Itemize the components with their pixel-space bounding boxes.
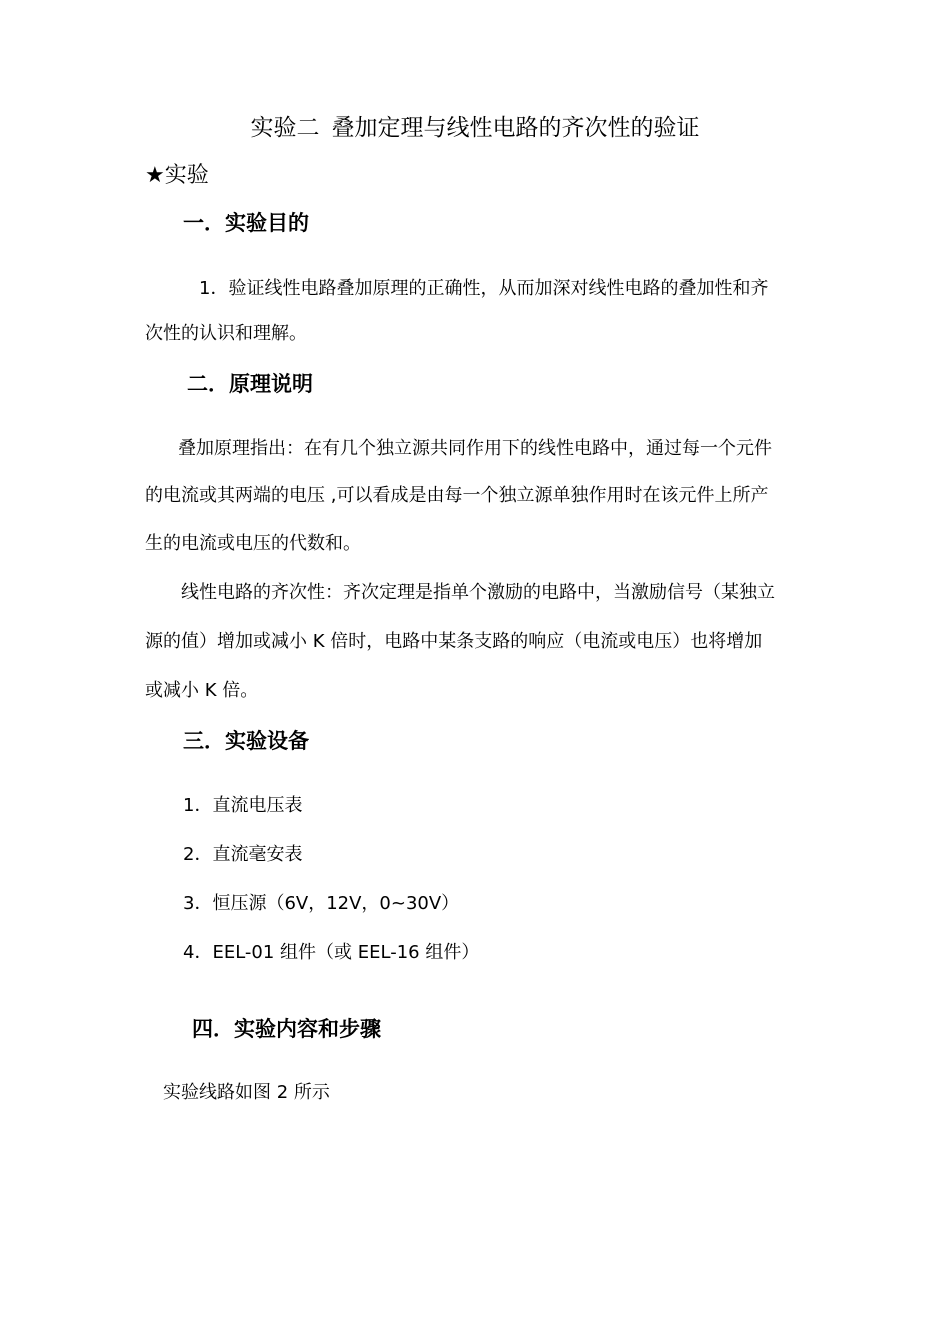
- title-main: 叠加定理与线性电路的齐次性的验证: [331, 115, 700, 141]
- paragraph-line: 生的电流或电压的代数和。: [145, 533, 361, 554]
- list-item: 2．直流毫安表: [183, 844, 303, 865]
- list-item: 1．直流电压表: [183, 795, 303, 816]
- list-item: 4．EEL-01 组件（或 EEL-16 组件）: [183, 942, 480, 963]
- paragraph-line: 1．验证线性电路叠加原理的正确性，从而加深对线性电路的叠加性和齐: [199, 278, 769, 299]
- paragraph-line: 线性电路的齐次性：齐次定理是指单个激励的电路中，当激励信号（某独立: [181, 582, 775, 603]
- list-item: 3．恒压源（6V，12V，0~30V）: [183, 893, 460, 914]
- section-heading-principle: 二．原理说明: [187, 372, 313, 396]
- paragraph-line: 次性的认识和理解。: [145, 323, 307, 344]
- document-title: [0, 113, 950, 143]
- paragraph-line: 的电流或其两端的电压 ,可以看成是由每一个独立源单独作用时在该元件上所产: [145, 485, 769, 506]
- paragraph-line: 源的值）增加或减小 K 倍时，电路中某条支路的响应（电流或电压）也将增加: [145, 631, 763, 652]
- star-heading: ★实验: [145, 163, 209, 188]
- title-prefix: 实验二: [250, 115, 320, 141]
- paragraph-line: 或减小 K 倍。: [145, 680, 259, 701]
- paragraph-line: 实验线路如图 2 所示: [163, 1082, 330, 1103]
- section-heading-equipment: 三．实验设备: [183, 729, 309, 753]
- paragraph-line: 叠加原理指出：在有几个独立源共同作用下的线性电路中，通过每一个元件: [178, 438, 772, 459]
- section-heading-procedure: 四．实验内容和步骤: [192, 1017, 381, 1041]
- section-heading-purpose: 一．实验目的: [183, 211, 309, 235]
